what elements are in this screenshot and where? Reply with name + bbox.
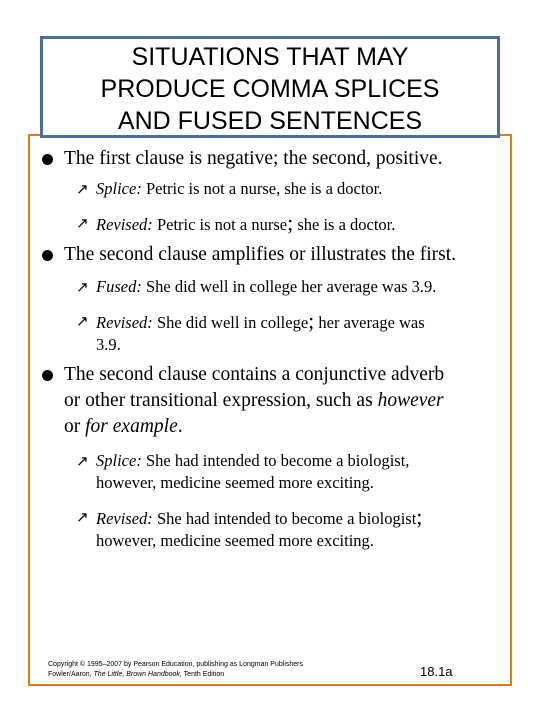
arrow-icon: ↗: [76, 312, 89, 330]
bullet-1-text: The first clause is negative; the second, positive.: [64, 148, 443, 169]
bullet-3-sub-1: [42, 450, 512, 494]
sub-text: Petric is not a nurse, she is a doctor.: [141, 179, 383, 198]
copyright-footer: [48, 660, 303, 680]
slide-number: 18.1a: [420, 664, 453, 679]
footer-line-2: [48, 670, 303, 680]
arrow-icon: ↗: [76, 214, 89, 232]
bullet-1-sub-1: [42, 178, 512, 200]
arrow-icon: ↗: [76, 180, 89, 198]
bullet-3-text-2: or other transitional expression, such as: [64, 390, 378, 411]
sub-label: Revised:: [96, 509, 153, 528]
title-line-1: SITUATIONS THAT MAY: [131, 43, 409, 71]
semicolon: ;: [287, 210, 294, 235]
sub-text-end: her average was: [314, 313, 425, 332]
bullet-2-sub-2: [42, 310, 512, 356]
bullet-3-text-4: .: [177, 416, 183, 437]
title-line-2: PRODUCE COMMA SPLICES: [100, 75, 440, 103]
title-line-3: AND FUSED SENTENCES: [117, 107, 423, 135]
footer-author: Fowler/Aaron,: [48, 671, 94, 678]
sub-text: She had intended to become a biologist,: [141, 451, 410, 470]
sub-label: Splice:: [96, 451, 142, 470]
bullet-3-sub-2: [42, 506, 512, 552]
arrow-icon: ↗: [76, 278, 89, 296]
bullet-dot-icon: [42, 370, 53, 381]
footer-edition: Tenth Edition: [181, 671, 225, 678]
bullet-3-em-2: for example: [85, 416, 178, 437]
sub-text: She had intended to become a biologist: [152, 509, 417, 528]
semicolon: ;: [308, 308, 315, 333]
bullet-3-text-1: The second clause contains a conjunctive adverb: [64, 364, 445, 385]
footer-book-title: The Little, Brown Handbook,: [93, 671, 182, 678]
sub-text: She did well in college: [152, 313, 309, 332]
footer-line-1: Copyright © 1995–2007 by Pearson Education, publishing as Longman Publishers: [48, 661, 303, 668]
sub-text-cont: however, medicine seemed more exciting.: [96, 473, 374, 492]
bullet-2: [42, 242, 512, 268]
sub-label: Fused:: [96, 277, 142, 296]
bullet-3-em-1: however: [377, 390, 444, 411]
bullet-dot-icon: [42, 154, 53, 165]
slide-title: [40, 36, 500, 138]
sub-text-cont: however, medicine seemed more exciting.: [96, 531, 374, 550]
sub-text-end: she is a doctor.: [293, 215, 396, 234]
sub-label: Splice:: [96, 179, 142, 198]
bullet-dot-icon: [42, 250, 53, 261]
sub-text-cont: 3.9.: [96, 335, 121, 354]
bullet-1: [42, 146, 512, 172]
bullet-3-text-3: or: [64, 416, 86, 437]
bullet-2-sub-1: [42, 276, 512, 298]
arrow-icon: ↗: [76, 508, 89, 526]
sub-label: Revised:: [96, 215, 153, 234]
bullet-1-sub-2: [42, 212, 512, 236]
sub-text: She did well in college her average was 3.9.: [141, 277, 437, 296]
bullet-2-text: The second clause amplifies or illustrates the first.: [64, 244, 457, 265]
bullet-3: [42, 362, 512, 440]
sub-label: Revised:: [96, 313, 153, 332]
sub-text: Petric is not a nurse: [152, 215, 288, 234]
arrow-icon: ↗: [76, 452, 89, 470]
semicolon: ;: [416, 504, 423, 529]
slide-content: [42, 146, 512, 552]
